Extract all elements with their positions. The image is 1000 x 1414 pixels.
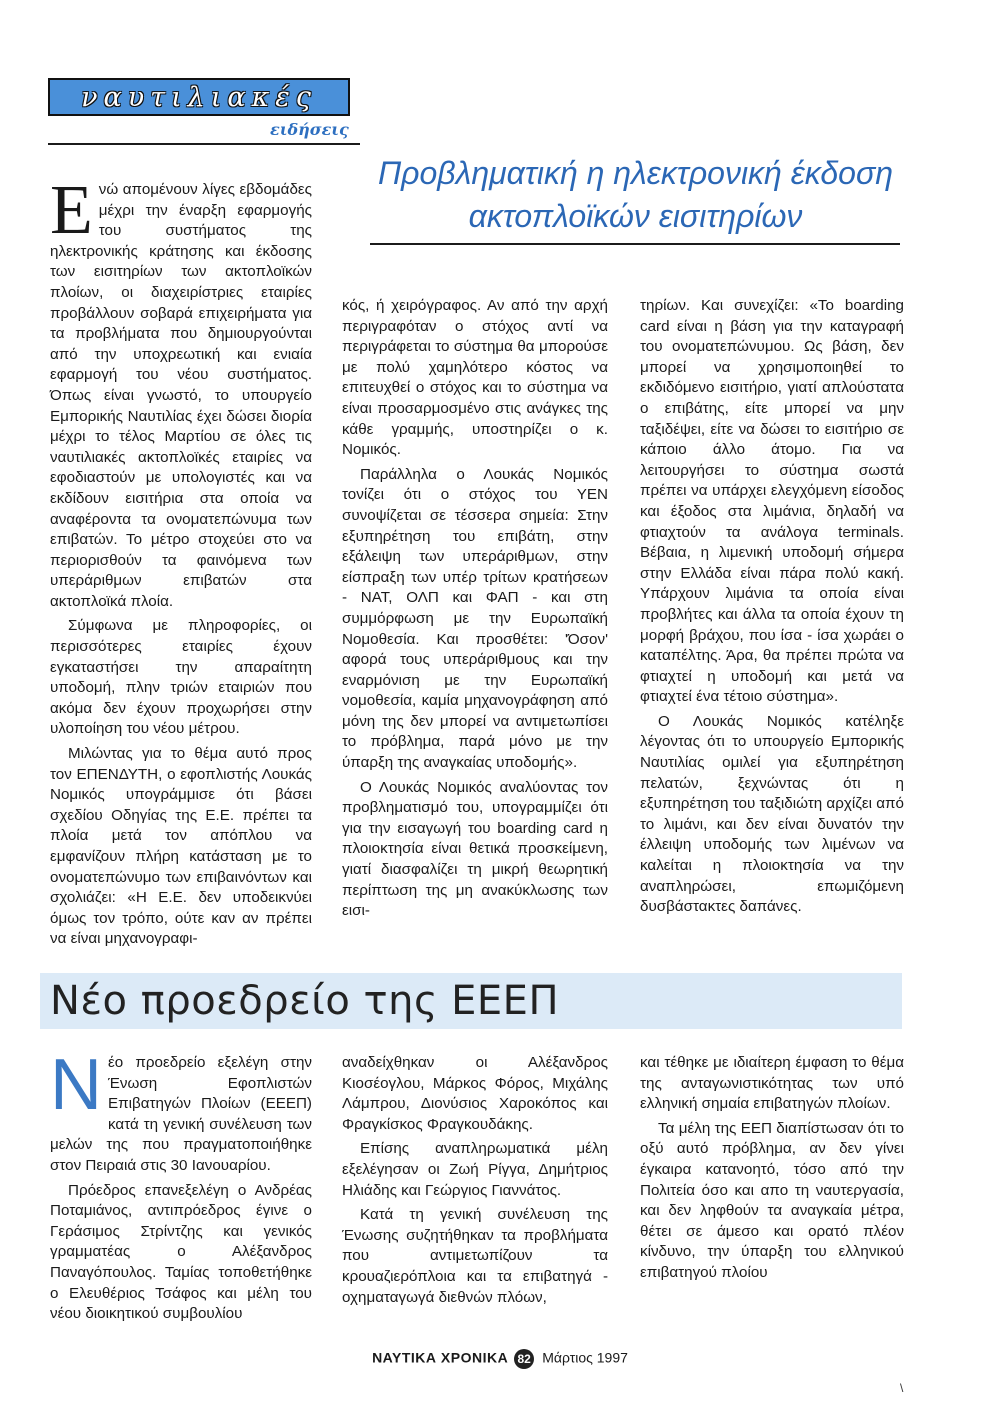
page-footer [0,1349,1000,1369]
footer-publication: ΝΑΥΤΙΚΑ ΧΡΟΝΙΚΑ [372,1349,509,1366]
article1-col3-paragraph-1: τηρίων. Και συνεχίζει: «Το boarding card είναι η βάση για την καταγραφή του ονοματεπώνυμου. Ως βάση, δεν μπορεί να χρησιμοποιηθεί το εκδιδόμενο εισιτήριο, γιατί απλούστατα ο επιβάτης, είτε μπορεί να μην ταξιδέψει, είτε να δώσει το εισιτήριο σε κάποιο άλλο άτομο. Για να λειτουργήσει το σύστημα σωστά πρέπει να υπάρχει ελεγχόμενη είσοδος και έξοδος στα λιμάνια, δηλαδή να φτιαχτούν τα ανάλογα terminals. Βέβαια, η λιμενική υποδομή σήμερα στην Ελλάδα είναι πάρα πολύ κακή. Υπάρχουν λιμάνια τα οποία είναι προβλήτες και άλλα τα οποία έχουν τη μορφή βράχου, που ίσα - ίσα χωράει ο καταπέλτης. Άρα, θα πρέπει πρώτα να φτιαχτεί η υποδομή και μετά να φτιαχτεί ένα τέτοιο σύστημα». [640,297,904,706]
article2-column-1 [50,1045,312,1329]
article2-column-2 [342,1053,608,1312]
section-logo-text: ναυτιλιακές [81,82,317,113]
article2-col1-paragraph-2: Πρόεδρος επανεξελέγη ο Ανδρέας Ποταμιάνος, αντιπρόεδρος έγινε ο Γεράσιμος Στρίντζης και γενικός γραμματέας ο Αλέξανδρος Παναγόπουλος. Ταμίας τοποθετήθηκε ο Ελευθέριος Τσάφος και μέλη του νέου διοικητικού συμβουλίου [50,1181,312,1323]
article1-column-2 [342,296,608,926]
article2-column-3 [640,1053,904,1288]
article1-col2-paragraph-2: Παράλληλα ο Λουκάς Νομικός τονίζει ότι ο στόχος του ΥΕΝ συνοψίζεται σε τέσσερα σημεία: Στην εξυπηρέτηση του επιβάτη, στην εξάλειψη των υπεράριθμων, στην είσπραξη των υπέρ τρίτων κρατήσεων - ΝΑΤ, ΟΛΠ και ΦΑΠ - και στη συμμόρφωση με την Ευρωπαϊκή Νομοθεσία. Και προσθέτει: 'Όσον' αφορά τους υπεράριθμους και την εναρμόνιση με την Ευρωπαϊκή νομοθεσία, καμία μηχανογράφηση από μόνη της δεν μπορεί να αντιμετωπίσει το πρόβλημα, παρά μόνο με την ύπαρξη της αναγκαίας υποδομής». [342,465,608,772]
article1-col2-paragraph-3: Ο Λουκάς Νομικός αναλύοντας τον προβληματισμό του, υπογραμμίζει ότι για την εισαγωγή του boarding card η πλοιοκτησία είναι θετικά προσκείμενη, γιατί διασφαλίζει τη μικρή θεωρητική περίπτωση της μη ανακύκλωσης των εισι- [342,778,608,920]
article1-column-3 [640,296,904,922]
article1-col2-paragraph-1: κός, ή χειρόγραφος. Αν από την αρχή περιγραφόταν ο στόχος αντί να περιγράφεται το σύστημα θα μπορούσε με πολύ χαμηλότερο κόστος να επιτευχθεί ο στόχος και το σύστημα να είναι προσαρμοσμένο στις ανάγκες της κάθε γραμμής, υποστηρίζει ο κ. Νομικός. [342,297,608,459]
article2-col1-p1-text: έο προεδρείο εξελέγη στην Ένωση Εφοπλιστών Επιβατηγών Πλοίων (ΕΕΕΠ) κατά τη γενική συνέλευση των μελών της που πραγματοποιήθηκε στον Πειραιά στις 30 Ιανουαρίου. [50,1054,312,1174]
article2-col2-paragraph-1: αναδείχθηκαν οι Αλέξανδρος Κιοσέογλου, Μάρκος Φόρος, Μιχάλης Λάμπρου, Διονύσιος Χαροκόπος και Φραγκίσκος Φραγκουδάκης. [342,1054,608,1133]
article2-dropcap: Ν [50,1045,102,1125]
article1-col1-paragraph-3: Μιλώντας για το θέμα αυτό προς τον ΕΠΕΝΔΥΤΗ, ο εφοπλιστής Λουκάς Νομικός υπογράμμισε ότι βάσει σχεδίου Οδηγίας της Ε.Ε. πρέπει τα πλοία μετά τον απόπλου να εμφανίζουν πλήρη κατάσταση με το ονοματεπώνυμο των επιβαινόντων και σχολιάζει: «Η Ε.Ε. δεν υποδεικνύει όμως τον τρόπο, ούτε καν αν πρέπει να είναι μηχανογραφι- [50,745,312,948]
article1-col1-paragraph-2: Σύμφωνα με πληροφορίες, οι περισσότερες εταιρίες έχουν εγκαταστήσει την απαραίτητη υποδομή, πλην τριών εταιριών που ακόμα δεν έχουν προχωρήσει στην υλοποίηση του νέου μέτρου. [50,617,312,738]
logo-rule [48,143,360,145]
article2-col2-paragraph-2: Επίσης αναπληρωματικά μέλη εξελέγησαν οι Ζωή Ρίγγα, Δημήτριος Ηλιάδης και Γεώργιος Γιαννάτος. [342,1140,608,1199]
article2-col3-paragraph-2: Τα μέλη της ΕΕΠ διαπίστωσαν ότι το οξύ αυτό πρόβλημα, αν δεν γίνει έγκαιρα κατανοητό, τόσο από την Πολιτεία όσο και απο τη ναυτεργασία, και δεν ληφθούν τα αναγκαία μέτρα, θέτει σε άμεσο και ορατό πλέον κίνδυνο, την ύπαρξη του ελληνικού επιβατηγού πλοίου [640,1119,904,1281]
article1-column-1 [50,172,312,954]
article1-col1-p1-text: νώ απομένουν λίγες εβδομάδες μέχρι την έναρξη εφαρμογής του συστήματος της ηλεκτρονικής κράτησης και έκδοσης των εισιτηρίων των ακτοπλοϊκών πλοίων, οι διαχειρίστριες εταιρίες προβάλλουν σοβαρά επιχειρήματα για τα προβλήματα που δημιουργούνται από την υποχρεωτική και ενιαία εφαρμογή του νέου συστήματος. Όπως είναι γνωστό, το υπουργείο Εμπορικής Ναυτιλίας έχει δώσει διορία μέχρι το τέλος Μαρτίου σε όλες τις ναυτιλιακές ακτοπλοϊκές εταιρίες να εφοδιαστούν με υπολογιστές και να εκδίδουν εισιτήρια στα οποία να αναφέροντα τα ονοματεπώνυμα των επιβατών. Το μέτρο στοχεύει στο να περιορισθούν τα φαινόμενα των υπεράριθμων επιβατών στα ακτοπλοϊκά πλοία. [50,181,312,610]
section-logo [48,78,350,116]
headline-rule [370,243,900,245]
article2-col3-paragraph-1: και τέθηκε με ιδιαίτερη έμφαση το θέμα της ανταγωνιστικότητας των υπό ελληνική σημαία επιβατηγών πλοίων. [640,1054,904,1113]
article1-dropcap: Ε [50,172,93,249]
article1-col3-paragraph-2: Ο Λουκάς Νομικός κατέληξε λέγοντας ότι το υπουργείο Εμπορικής Ναυτιλίας ομιλεί για εξυπηρέτηση πελατών, ξεχνώντας ότι η εξυπηρέτηση του ταξιδιώτη αρχίζει από το λιμάνι, και δεν είναι δυνατόν την έλλειψη υποδομής των λιμένων να καλείται η πλοιοκτησία να την αναπληρώσει, επωμιζόμενη δυσβάστακτες δαπάνες. [640,712,904,916]
footer-date: Μάρτιος 1997 [542,1349,628,1366]
article2-col1-paragraph-1 [50,1045,312,1177]
headline-line-1: Προβληματική η ηλεκτρονική έκδοση [377,155,894,191]
article2-title: Νέο προεδρείο της ΕΕΕΠ [50,978,560,1024]
article1-col1-paragraph-1 [50,172,312,612]
corner-mark: \ [900,1381,904,1395]
article2-col2-paragraph-3: Κατά τη γενική συνέλευση της Ένωσης συζητήθηκαν τα προβλήματα που αντιμετωπίζουν τα κρουαζιερόπλοια και τα επιβατηγά - οχηματαγωγά διεθνών πλόων, [342,1206,608,1306]
headline-line-2: ακτοπλοϊκών εισιτηρίων [468,198,803,234]
footer-page-number: 82 [514,1349,534,1369]
section-subtitle: ειδήσεις [270,120,349,139]
